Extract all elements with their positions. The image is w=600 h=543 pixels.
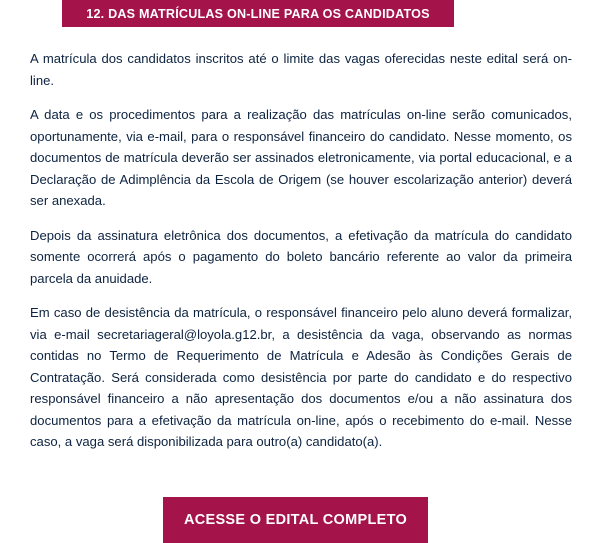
access-full-edital-button[interactable] <box>163 497 428 543</box>
access-full-edital-button-label: ACESSE O EDITAL COMPLETO <box>183 512 408 528</box>
paragraph: A matrícula dos candidatos inscritos até o limite das vagas oferecidas neste edital será on-line. <box>30 51 572 88</box>
section-header-banner <box>62 0 454 27</box>
paragraph: A data e os procedimentos para a realização das matrículas on-line serão comunicados, oportunamente, via e-mail, para o responsável financeiro do candidato. Nesse momento, os documentos de matrícula deverão ser assinados eletronicamente, via portal educacional, e a Declaração de Adimplência da Escola de Origem (se houver escolarização anterior) deverá ser anexada. <box>30 107 572 208</box>
section-heading-text: 12. DAS MATRÍCULAS ON-LINE PARA OS CANDIDATOS <box>86 6 430 21</box>
paragraph: Depois da assinatura eletrônica dos documentos, a efetivação da matrícula do candidato somente ocorrerá após o pagamento do boleto bancário referente ao valor da primeira parcela da anuidade. <box>30 227 572 286</box>
body-copy <box>30 48 572 453</box>
paragraph: Em caso de desistência da matrícula, o responsável financeiro pelo aluno deverá formalizar, via e-mail secretariageral@loyola.g12.br, a desistência da vaga, observando as normas contidas no Termo de Requerimento de Matrícula e Adesão às Condições Gerais de Contratação. Será considerada como desistência por parte do candidato e do respectivo responsável financeiro a não apresentação dos documentos e/ou a não assinatura dos documentos para a efetivação da matrícula on-line, após o recebimento do e-mail. Nesse caso, a vaga será disponibilizada para outro(a) candidato(a). <box>30 305 572 449</box>
